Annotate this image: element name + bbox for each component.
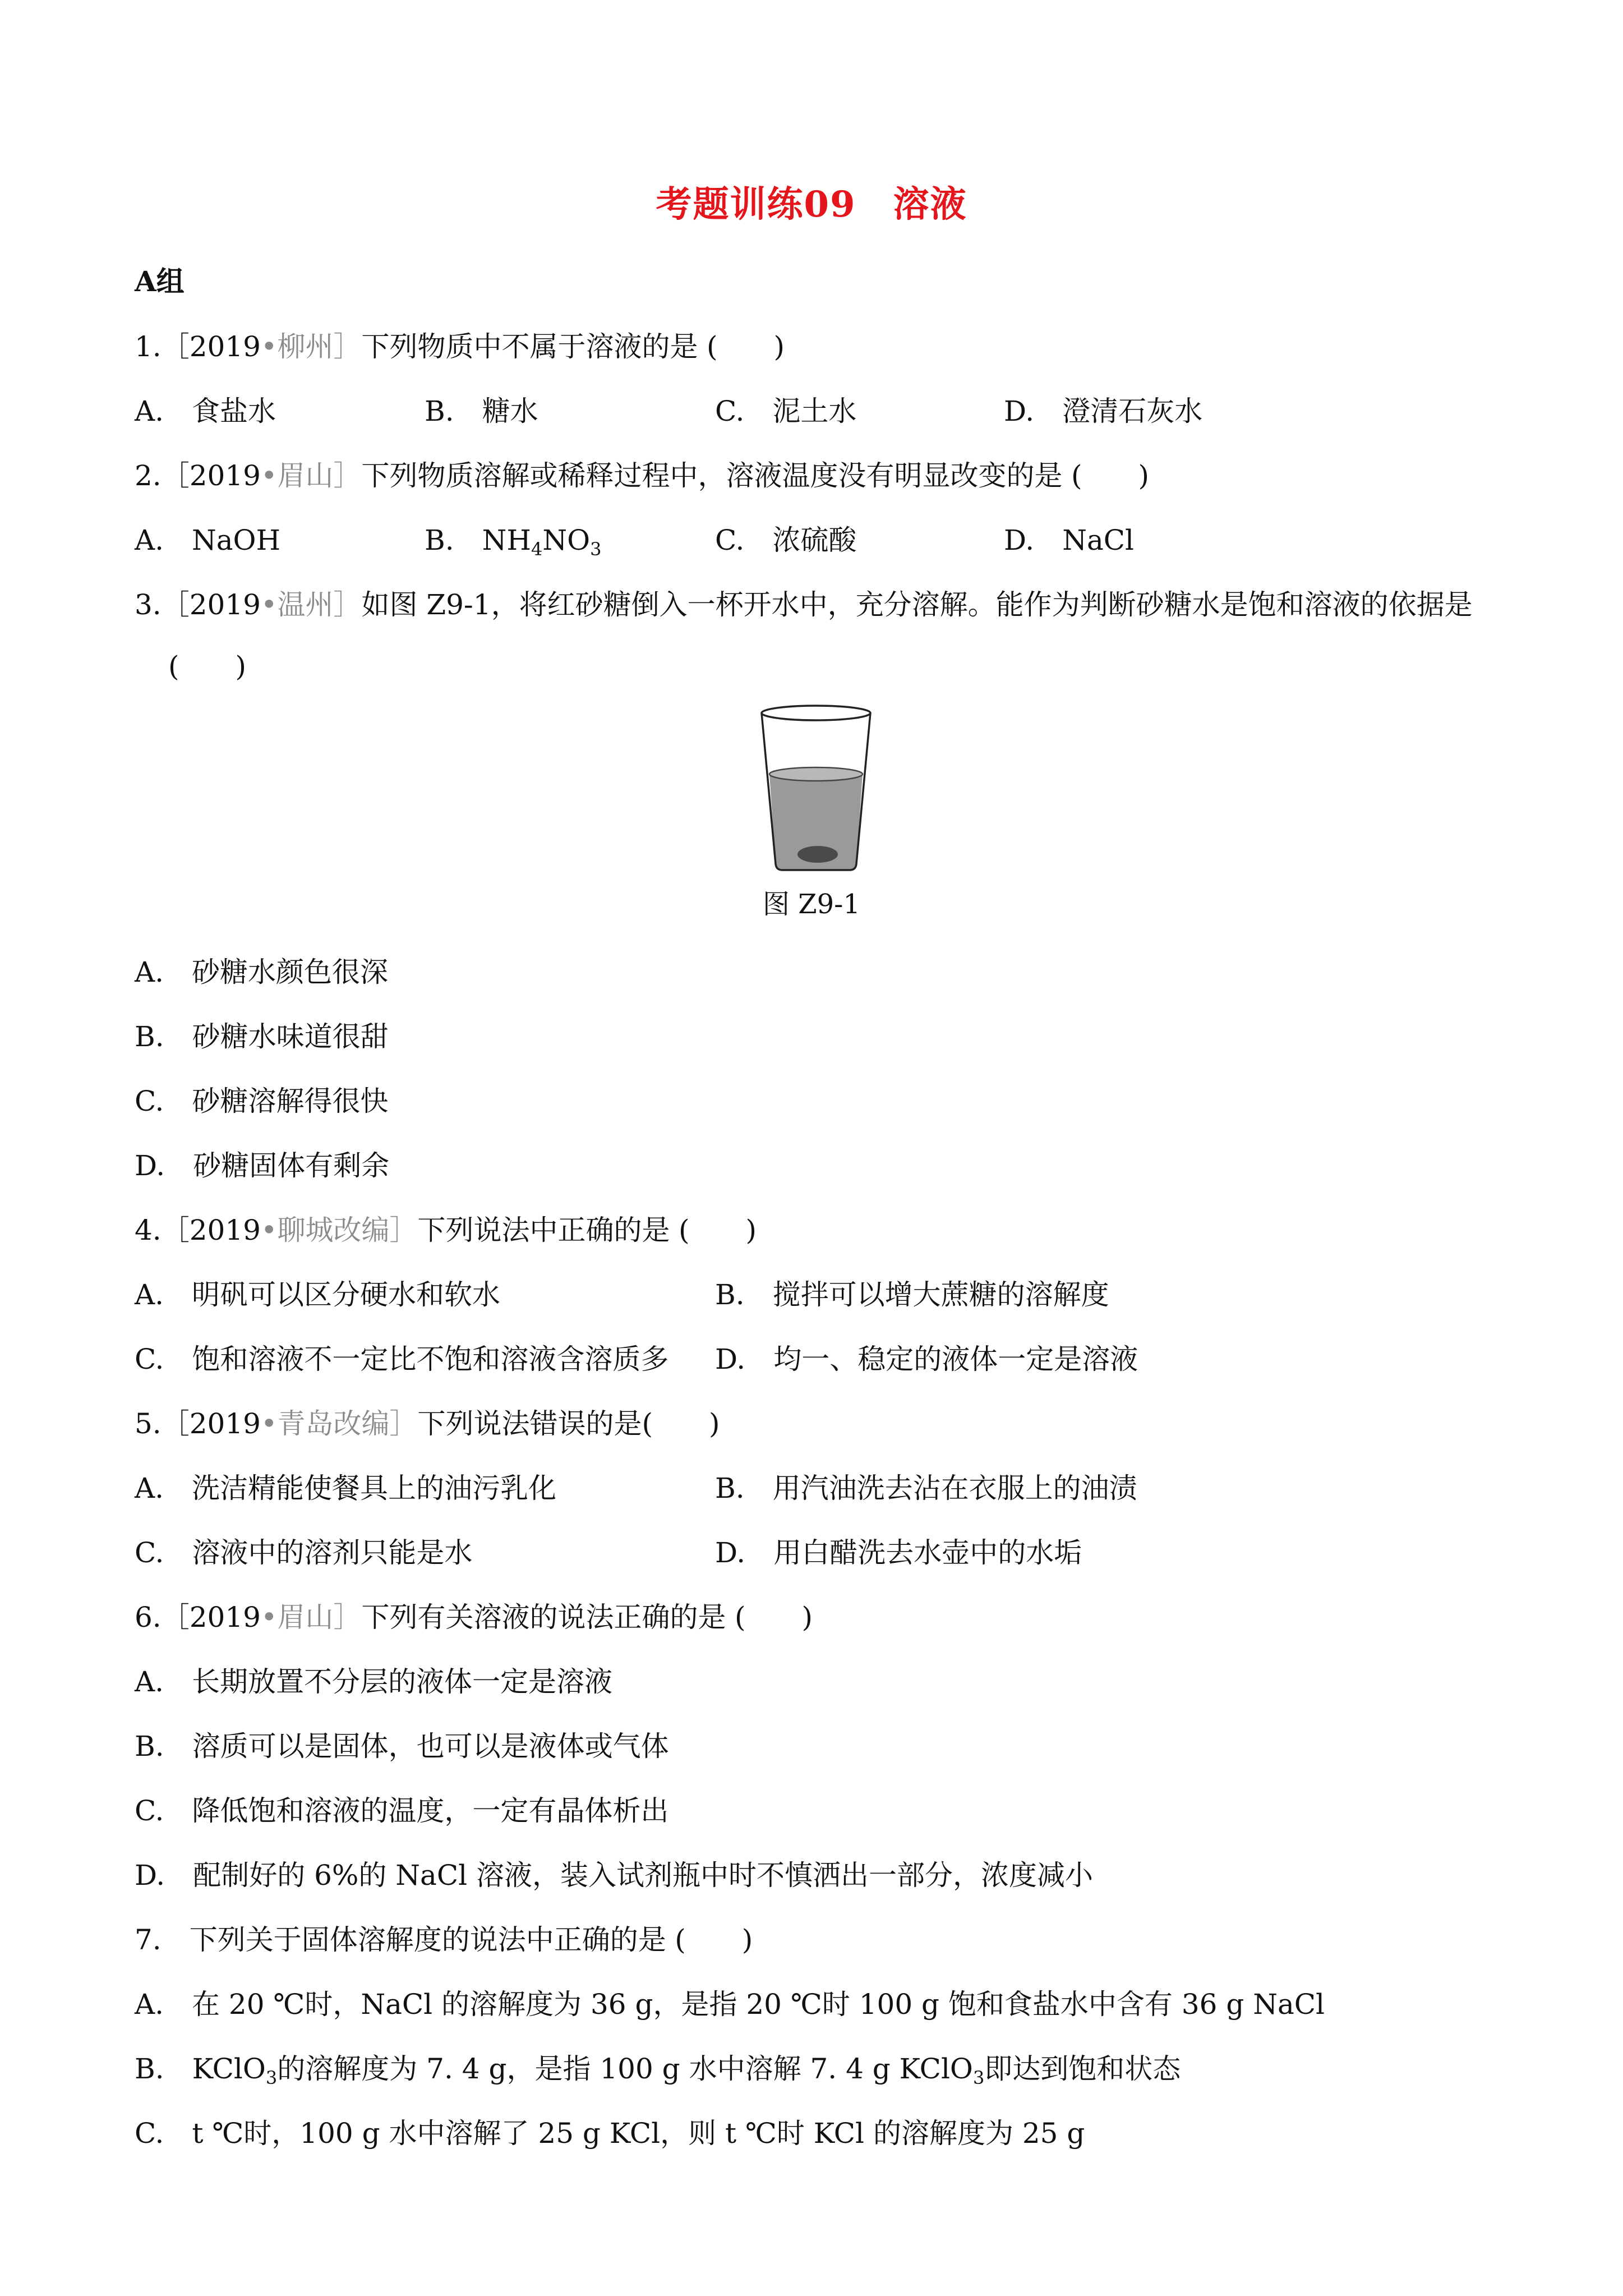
answer-paren: ( ) (1071, 459, 1149, 492)
option-b: B. KClO$_3$的溶解度为 7. 4 g，是指 100 g 水中溶解 7. 4 g KClO$_3$即达到饱和状态 (135, 2053, 1181, 2088)
option-a: A. 砂糖水颜色很深 (135, 956, 389, 988)
question-text: 下列说法中正确的是 (417, 1214, 670, 1246)
option-c: C. t ℃时，100 g 水中溶解了 25 g KCl，则 t ℃时 KCl 的溶解度为 25 g (135, 2117, 1085, 2150)
question-stem: 3.［2019 (135, 588, 261, 621)
option-c: C. 泥土水 (715, 395, 857, 427)
question-source: •聊城改编］ (260, 1214, 418, 1246)
question-7 (135, 1917, 762, 1962)
question-2 (135, 453, 1158, 498)
question-text: 如图 Z9-1，将红砂糖倒入一杯开水中，充分溶解。能作为判断砂糖水是饱和溶液的依据是 (361, 588, 1473, 621)
option-d: D. NaCl (1004, 524, 1135, 556)
question-source: •眉山］ (260, 1601, 362, 1634)
option-c: C. 饱和溶液不一定比不饱和溶液含溶质多 (135, 1343, 669, 1375)
answer-paren: ( ) (678, 1214, 757, 1246)
question-6 (135, 1595, 821, 1640)
option-a: A. NaOH (135, 524, 281, 556)
question-source: •柳州］ (260, 330, 362, 363)
option-d: D. 砂糖固体有剩余 (135, 1149, 390, 1182)
answer-paren: ( ) (675, 1924, 753, 1956)
beaker-icon (757, 704, 875, 875)
question-source: •温州］ (260, 588, 362, 621)
option-d: D. 均一、稳定的液体一定是溶液 (715, 1343, 1138, 1375)
figure-beaker (757, 704, 875, 875)
option-a: A. 明矾可以区分硬水和软水 (135, 1278, 501, 1311)
answer-paren: ( ) (734, 1601, 813, 1634)
question-stem: 2.［2019 (135, 459, 261, 492)
question-stem: 4.［2019 (135, 1214, 261, 1246)
question-stem: 1.［2019 (135, 330, 261, 363)
question-4 (135, 1208, 765, 1253)
question-source: •青岛改编］ (260, 1407, 418, 1440)
option-d: D. 澄清石灰水 (1004, 395, 1203, 427)
option-d: D. 配制好的 6%的 NaCl 溶液，装入试剂瓶中时不慎洒出一部分，浓度减小 (135, 1859, 1094, 1892)
question-text: 7. 下列关于固体溶解度的说法中正确的是 (135, 1924, 666, 1956)
question-text: 下列有关溶液的说法正确的是 (361, 1601, 726, 1634)
question-3 (135, 582, 1473, 627)
question-text: 下列说法错误的是 (417, 1407, 642, 1440)
group-label: A组 (135, 265, 185, 298)
option-b: B. $NH_4NO_3$ (425, 524, 602, 560)
figure-caption: 图 Z9-1 (763, 889, 860, 920)
answer-paren: ( ) (642, 1407, 720, 1440)
option-b: B. 砂糖水味道很甜 (135, 1020, 389, 1053)
option-a: A. 洗洁精能使餐具上的油污乳化 (135, 1472, 557, 1504)
option-b: B. 用汽油洗去沾在衣服上的油渍 (715, 1472, 1137, 1504)
question-source: •眉山］ (260, 459, 362, 492)
question-stem: 6.［2019 (135, 1601, 261, 1634)
option-c: C. 浓硫酸 (715, 524, 857, 556)
question-text: 下列物质中不属于溶液的是 (361, 330, 698, 363)
question-stem: 5.［2019 (135, 1407, 261, 1440)
question-1 (135, 324, 793, 369)
question-5 (135, 1401, 720, 1446)
option-b: B. 溶质可以是固体，也可以是液体或气体 (135, 1730, 669, 1763)
option-c: C. 砂糖溶解得很快 (135, 1085, 389, 1117)
option-a: A. 在 20 ℃时，NaCl 的溶解度为 36 g，是指 20 ℃时 100 g 饱和食盐水中含有 36 g NaCl (135, 1988, 1325, 2021)
option-a: A. 食盐水 (135, 395, 276, 427)
answer-paren: ( ) (706, 330, 785, 363)
option-c: C. 降低饱和溶液的温度，一定有晶体析出 (135, 1795, 669, 1827)
question-text: 下列物质溶解或稀释过程中，溶液温度没有明显改变的是 (361, 459, 1063, 492)
option-a: A. 长期放置不分层的液体一定是溶液 (135, 1665, 613, 1698)
question-3-paren: ( ) (168, 650, 247, 683)
option-b: B. 糖水 (425, 395, 538, 427)
option-b: B. 搅拌可以增大蔗糖的溶解度 (715, 1278, 1109, 1311)
page-title: 考题训练09 溶液 (656, 183, 967, 226)
option-c: C. 溶液中的溶剂只能是水 (135, 1536, 473, 1569)
option-d: D. 用白醋洗去水壶中的水垢 (715, 1536, 1082, 1569)
